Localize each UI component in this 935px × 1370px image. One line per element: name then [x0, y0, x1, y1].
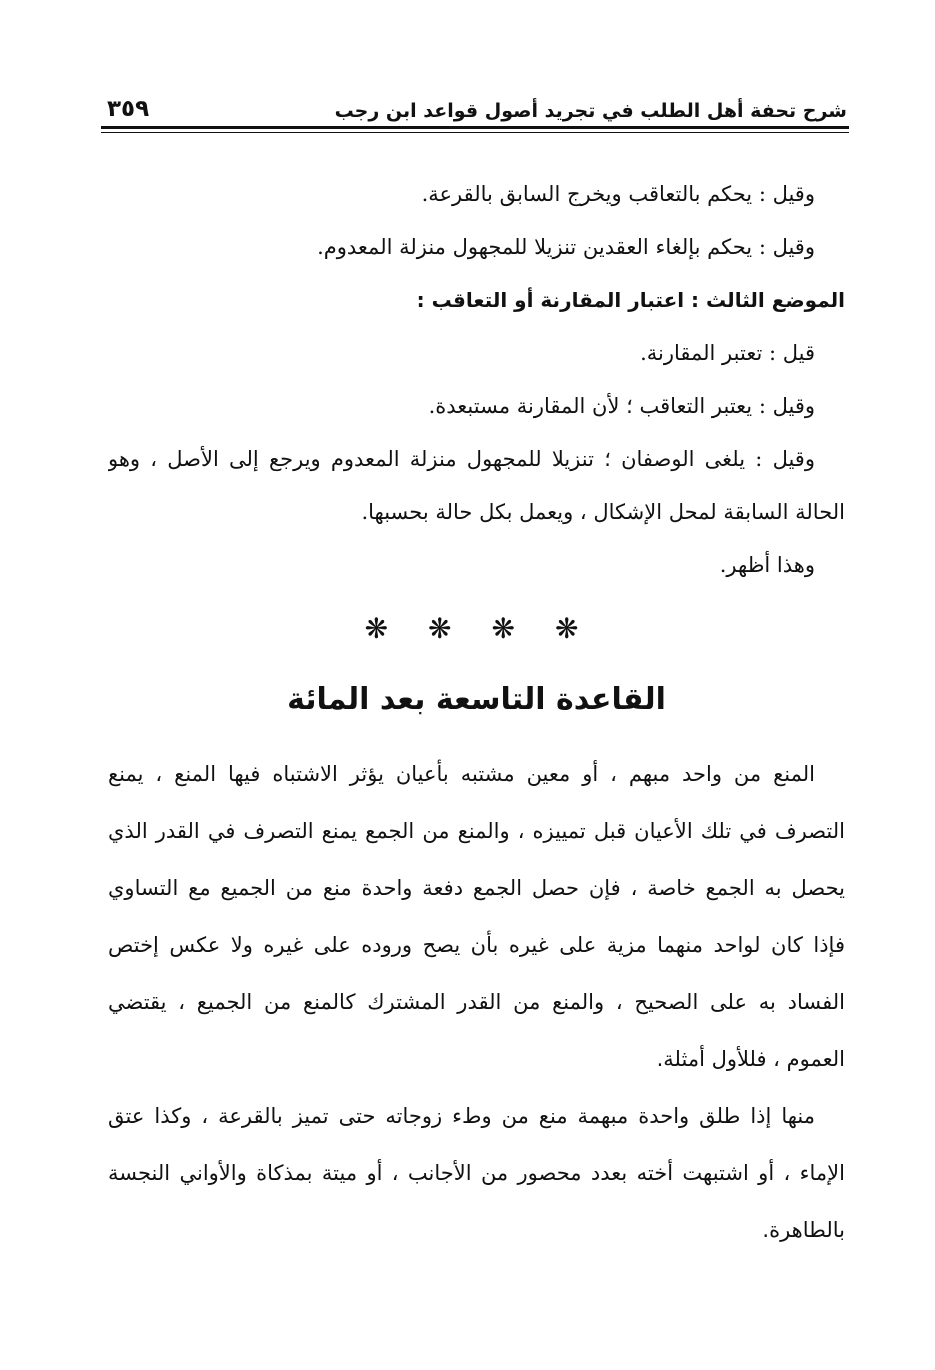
rule-paragraph-2: [108, 1088, 845, 1259]
text-line: وهذا أظهر.: [719, 553, 815, 577]
page-number: ٣٥٩: [107, 96, 150, 122]
header-rule: [101, 126, 849, 129]
text-line: العموم ، فللأول أمثلة.: [656, 1047, 845, 1071]
running-title: شرح تحفة أهل الطلب في تجريد أصول قواعد ابن رجب: [334, 100, 847, 122]
section-heading: الموضع الثالث : اعتبار المقارنة أو التعاقب :: [416, 288, 845, 312]
text-line: وقيل : يعتبر التعاقب ؛ لأن المقارنة مستبعدة.: [428, 394, 815, 418]
rule-paragraph-1: [108, 746, 845, 1088]
rule-title: القاعدة التاسعة بعد المائة: [287, 682, 666, 717]
text-line: الفساد به على الصحيح ، والمنع من القدر المشترك كالمنع من الجميع ، يقتضي: [108, 990, 845, 1014]
text-line: بالطاهرة.: [762, 1218, 845, 1242]
text-line: وقيل : يحكم بالتعاقب ويخرج السابق بالقرعة.: [421, 182, 815, 206]
page-content: [108, 168, 845, 1259]
text-line: وقيل : يحكم بإلغاء العقدين تنزيلا للمجهول منزلة المعدوم.: [317, 235, 815, 259]
text-line: الإماء ، أو اشتبهت أخته بعدد محصور من الأجانب ، أو ميتة بمذكاة والأواني النجسة: [108, 1161, 845, 1185]
star-ornament-icon: ❋: [428, 611, 452, 645]
text-line: وقيل : يلغى الوصفان ؛ تنزيلا للمجهول منزلة المعدوم ويرجع إلى الأصل ، وهو: [108, 447, 815, 471]
running-header: [103, 86, 847, 122]
text-line: فإذا كان لواحد منهما مزية على غيره بأن يصح وروده على غيره ولا عكس إختص: [108, 933, 845, 957]
header-rule-thin: [101, 132, 849, 133]
star-separator: [108, 598, 845, 658]
text-line: منها إذا طلق واحدة مبهمة منع من وطء زوجاته حتى تميز بالقرعة ، وكذا عتق: [108, 1104, 815, 1128]
text-line: قيل : تعتبر المقارنة.: [640, 341, 815, 365]
text-line: التصرف في تلك الأعيان قبل تمييزه ، والمنع من الجمع يمنع التصرف في القدر الذي: [108, 819, 845, 843]
star-ornament-icon: ❋: [491, 611, 515, 645]
text-line: الحالة السابقة لمحل الإشكال ، ويعمل بكل حالة بحسبها.: [361, 500, 845, 524]
text-line: يحصل به الجمع خاصة ، فإن حصل الجمع دفعة واحدة منع من الجميع مع التساوي: [108, 876, 845, 900]
star-ornament-icon: ❋: [364, 611, 389, 645]
text-line: المنع من واحد مبهم ، أو معين مشتبه بأعيان يؤثر الاشتباه فيها المنع ، يمنع: [108, 762, 815, 786]
star-ornament-icon: ❋: [554, 611, 579, 645]
